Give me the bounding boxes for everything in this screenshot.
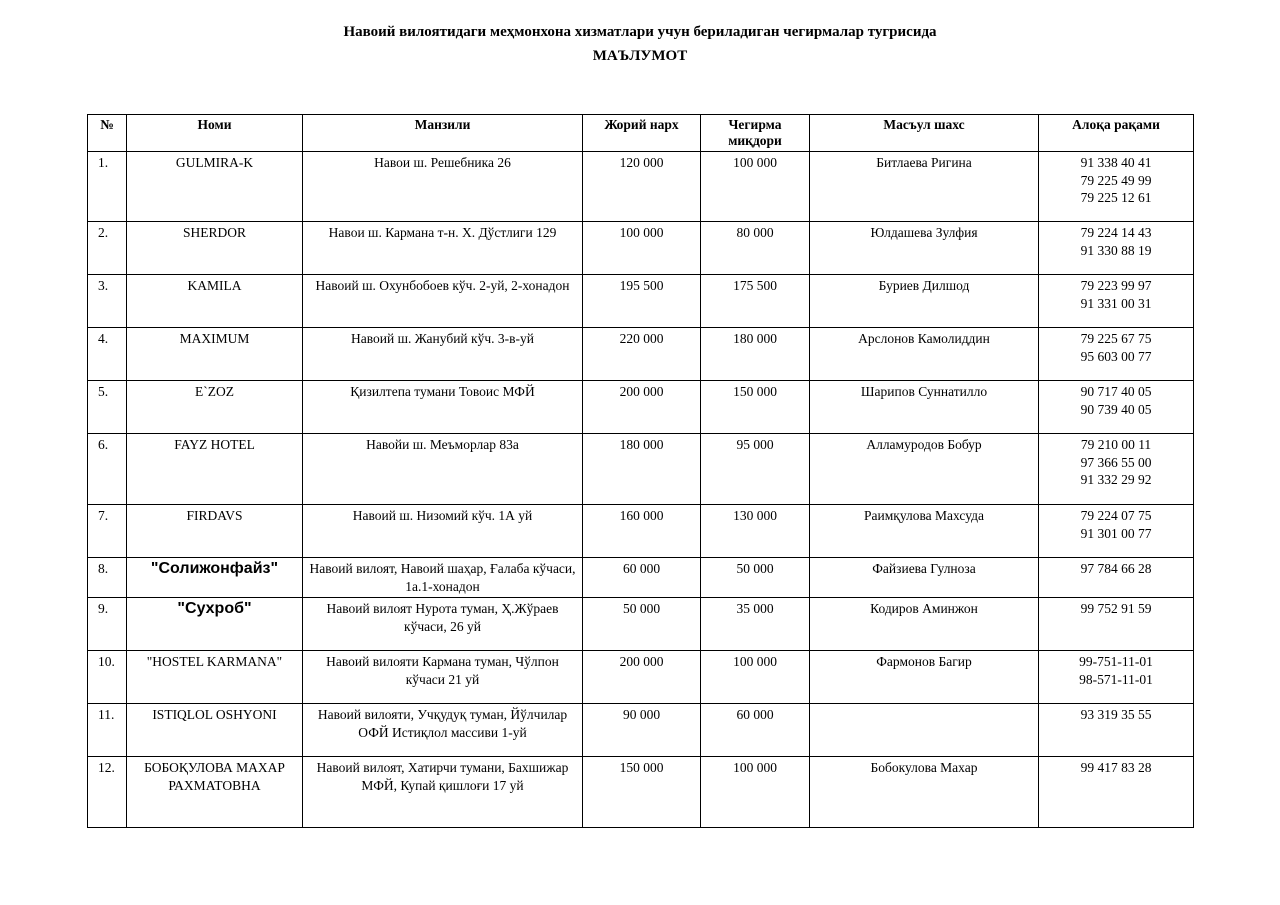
phone-number: 79 225 49 99 <box>1080 172 1152 188</box>
phone-number: 99 752 91 59 <box>1080 601 1152 616</box>
discount-amount: 35 000 <box>701 598 810 651</box>
current-price: 100 000 <box>583 222 701 275</box>
hotel-address: Навоий вилоят, Хатирчи тумани, Бахшижар МФЙ, Купай қишлоғи 17 уй <box>303 757 583 828</box>
row-number: 11. <box>88 704 127 757</box>
discount-amount: 100 000 <box>701 757 810 828</box>
row-number: 10. <box>88 651 127 704</box>
discount-amount: 150 000 <box>701 381 810 434</box>
discount-amount: 80 000 <box>701 222 810 275</box>
responsible-person <box>810 704 1039 757</box>
discount-amount: 60 000 <box>701 704 810 757</box>
responsible-person: Юлдашева Зулфия <box>810 222 1039 275</box>
header-responsible-person: Масъул шахс <box>810 115 1039 152</box>
table-row <box>88 704 1194 757</box>
phone-number: 79 225 12 61 <box>1080 190 1152 205</box>
header-name: Номи <box>127 115 303 152</box>
responsible-person: Кодиров Аминжон <box>810 598 1039 651</box>
responsible-person: Шарипов Суннатилло <box>810 381 1039 434</box>
phone-number: 99 417 83 28 <box>1080 760 1152 775</box>
phone-number: 93 319 35 55 <box>1080 707 1152 722</box>
table-row <box>88 505 1194 558</box>
discount-amount: 130 000 <box>701 505 810 558</box>
table-row <box>88 757 1194 828</box>
contact-phones <box>1039 651 1194 704</box>
header-discount-amount: Чегирма миқдори <box>701 115 810 152</box>
hotel-address: Навои ш. Решебника 26 <box>303 152 583 222</box>
discount-amount: 100 000 <box>701 152 810 222</box>
hotel-name: БОБОҚУЛОВА МАХАР РАХМАТОВНА <box>127 757 303 828</box>
hotel-name: KAMILA <box>127 275 303 328</box>
table-row <box>88 651 1194 704</box>
phone-number: 91 338 40 41 <box>1080 155 1152 170</box>
hotel-name: SHERDOR <box>127 222 303 275</box>
contact-phones <box>1039 222 1194 275</box>
current-price: 180 000 <box>583 434 701 505</box>
responsible-person: Бобокулова Махар <box>810 757 1039 828</box>
phone-number: 79 223 99 97 <box>1080 278 1152 293</box>
current-price: 150 000 <box>583 757 701 828</box>
current-price: 195 500 <box>583 275 701 328</box>
table-row <box>88 328 1194 381</box>
row-number: 8. <box>88 558 127 598</box>
discount-amount: 175 500 <box>701 275 810 328</box>
phone-number: 91 330 88 19 <box>1080 242 1152 258</box>
hotel-name: FIRDAVS <box>127 505 303 558</box>
hotel-address: Навоий вилояти Кармана туман, Чўлпон кўчаси 21 уй <box>303 651 583 704</box>
current-price: 200 000 <box>583 381 701 434</box>
responsible-person: Арслонов Камолиддин <box>810 328 1039 381</box>
contact-phones <box>1039 381 1194 434</box>
table-row <box>88 434 1194 505</box>
discount-amount: 95 000 <box>701 434 810 505</box>
hotel-address: Навои ш. Кармана т-н. Х. Дўстлиги 129 <box>303 222 583 275</box>
current-price: 220 000 <box>583 328 701 381</box>
phone-number: 79 224 14 43 <box>1080 225 1152 240</box>
hotel-address: Навоий вилояти, Учқудуқ туман, Йўлчилар ОФЙ Истиқлол массиви 1-уй <box>303 704 583 757</box>
phone-number: 99-751-11-01 <box>1079 654 1153 669</box>
row-number: 4. <box>88 328 127 381</box>
phone-number: 98-571-11-01 <box>1079 671 1153 687</box>
contact-phones <box>1039 328 1194 381</box>
hotels-discount-table <box>87 114 1194 828</box>
phone-number: 90 739 40 05 <box>1080 401 1152 417</box>
hotel-name: E`ZOZ <box>127 381 303 434</box>
contact-phones <box>1039 558 1194 598</box>
hotel-address: Навойи ш. Меъморлар 83а <box>303 434 583 505</box>
hotel-name: "Сухроб" <box>127 598 303 651</box>
row-number: 1. <box>88 152 127 222</box>
contact-phones <box>1039 152 1194 222</box>
table-row <box>88 152 1194 222</box>
row-number: 9. <box>88 598 127 651</box>
contact-phones <box>1039 275 1194 328</box>
hotel-name: GULMIRA-K <box>127 152 303 222</box>
current-price: 50 000 <box>583 598 701 651</box>
header-address: Манзили <box>303 115 583 152</box>
phone-number: 91 332 29 92 <box>1080 472 1152 487</box>
responsible-person: Битлаева Ригина <box>810 152 1039 222</box>
phone-number: 97 784 66 28 <box>1080 561 1152 576</box>
hotel-address: Навоий ш. Низомий кўч. 1А уй <box>303 505 583 558</box>
table-header-row <box>88 115 1194 152</box>
row-number: 3. <box>88 275 127 328</box>
contact-phones <box>1039 434 1194 505</box>
responsible-person: Раимқулова Махсуда <box>810 505 1039 558</box>
document-subtitle: МАЪЛУМОТ <box>592 48 688 64</box>
hotel-address: Навоий вилоят Нурота туман, Ҳ.Жўраев кўчаси, 26 уй <box>303 598 583 651</box>
current-price: 120 000 <box>583 152 701 222</box>
phone-number: 79 225 67 75 <box>1080 331 1152 346</box>
current-price: 200 000 <box>583 651 701 704</box>
discount-amount: 180 000 <box>701 328 810 381</box>
responsible-person: Буриев Дилшод <box>810 275 1039 328</box>
hotel-name: "HOSTEL KARMANA" <box>127 651 303 704</box>
contact-phones <box>1039 505 1194 558</box>
table-row <box>88 222 1194 275</box>
current-price: 160 000 <box>583 505 701 558</box>
row-number: 5. <box>88 381 127 434</box>
table-row <box>88 275 1194 328</box>
hotel-name: FAYZ HOTEL <box>127 434 303 505</box>
contact-phones <box>1039 598 1194 651</box>
header-number: № <box>88 115 127 152</box>
responsible-person: Файзиева Гулноза <box>810 558 1039 598</box>
phone-number: 91 331 00 31 <box>1080 295 1152 311</box>
document-title: Навоий вилоятидаги меҳмонхона хизматлари учун бериладиган чегирмалар тугрисида <box>343 24 937 40</box>
phone-number: 90 717 40 05 <box>1080 384 1152 399</box>
hotel-name: MAXIMUM <box>127 328 303 381</box>
phone-number: 79 210 00 11 <box>1080 437 1152 452</box>
current-price: 90 000 <box>583 704 701 757</box>
row-number: 6. <box>88 434 127 505</box>
discount-amount: 50 000 <box>701 558 810 598</box>
phone-number: 91 301 00 77 <box>1080 525 1152 541</box>
hotel-address: Навоий ш. Охунбобоев кўч. 2-уй, 2-хонадон <box>303 275 583 328</box>
table-row <box>88 558 1194 598</box>
header-contact-number: Алоқа рақами <box>1039 115 1194 152</box>
hotel-name: "Солижонфайз" <box>127 558 303 598</box>
header-current-price: Жорий нарх <box>583 115 701 152</box>
contact-phones <box>1039 704 1194 757</box>
table-row <box>88 381 1194 434</box>
phone-number: 95 603 00 77 <box>1080 348 1152 364</box>
phone-number: 79 224 07 75 <box>1080 508 1152 523</box>
responsible-person: Фармонов Багир <box>810 651 1039 704</box>
hotel-name: ISTIQLOL OSHYONI <box>127 704 303 757</box>
current-price: 60 000 <box>583 558 701 598</box>
phone-number: 97 366 55 00 <box>1080 454 1152 470</box>
discount-amount: 100 000 <box>701 651 810 704</box>
hotel-address: Навоий ш. Жанубий кўч. 3-в-уй <box>303 328 583 381</box>
row-number: 12. <box>88 757 127 828</box>
row-number: 2. <box>88 222 127 275</box>
row-number: 7. <box>88 505 127 558</box>
responsible-person: Алламуродов Бобур <box>810 434 1039 505</box>
hotel-address: Навоий вилоят, Навоий шаҳар, Ғалаба кўчаси, 1а.1-хонадон <box>303 558 583 598</box>
table-row <box>88 598 1194 651</box>
contact-phones <box>1039 757 1194 828</box>
hotel-address: Қизилтепа тумани Товоис МФЙ <box>303 381 583 434</box>
